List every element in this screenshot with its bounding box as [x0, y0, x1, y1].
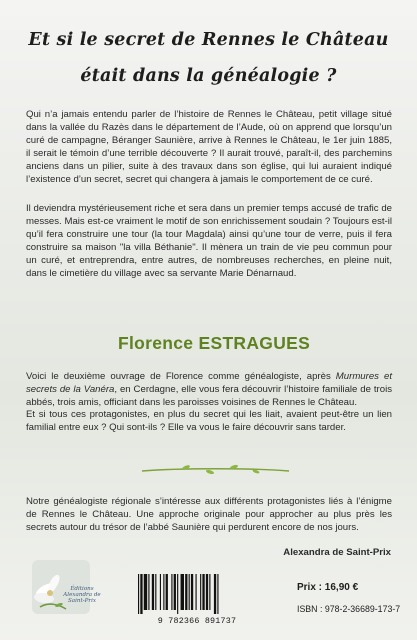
barcode-digits: 9 782366 891737	[157, 616, 237, 626]
leaf-vine-ornament-icon	[138, 463, 293, 475]
publisher-name: Éditions Alexandra de Saint-Prix	[63, 586, 101, 605]
title-line-1: Et si le secret de Rennes le Château	[28, 30, 389, 50]
review-paragraph: Notre généalogiste régionale s’intéresse aux différents protagonistes liés à l’énigme de Rennes le Château. Une approche originale pour approcher au plus près les secrets autour du trésor de l’abbé Saunière qui perdurent encore de nos jours.	[26, 496, 392, 533]
author-bio-paragraph-1	[26, 370, 392, 409]
summary-paragraph-1: Qui n’a jamais entendu parler de l’histoire de Rennes le Château, petit village situé dans la vallée du Razès dans le département de l’Aude, où on apprend que lorsqu’un curé de campagne, Béranger Saunière, arrive à Rennes le Château, le 1er juin 1885, il serait le témoin d’une terrible découverte ? Il aurait trouvé, paraît-il, des parchemins anciens dans un pilier, suite à des travaux dans son église, qui lui auraient indiqué l’existence d’un secret, secret qui changera à jamais le comportement de ce curé.	[26, 109, 392, 185]
title-line-2: était dans la généalogie ?	[80, 66, 337, 86]
isbn-label: ISBN : 978-2-36689-173-7	[297, 604, 401, 614]
author-name: Florence ESTRAGUES	[118, 333, 311, 353]
author-bio-intro: Voici le deuxième ouvrage de Florence comme généalogiste, après	[26, 371, 336, 382]
barcode-bars-icon	[134, 574, 260, 614]
review-signature: Alexandra de Saint-Prix	[283, 547, 391, 558]
author-bio-book-title: Murmures et secrets de la Vanéra	[26, 371, 393, 395]
isbn-barcode	[134, 574, 260, 626]
summary-paragraph-2: Il deviendra mystérieusement riche et sera dans un premier temps accusé de trafic de messes. Mais est-ce vraiment le motif de son enrichissement soudain ? Toujours est-il qu’il fera construire une tour (la tour Magdala) ainsi qu’une tour de verre, puis il fera construire sa maison "la villa Béthanie". Il mènera un train de vie peu commun pour un curé, et entreprendra, entre autres, de nombreuses recherches, en pleine nuit, dans le cimetière du village avec sa servante Marie Dénarnaud.	[26, 203, 392, 279]
price-label: Prix : 16,90 €	[297, 582, 359, 593]
author-bio-rest: , en Cerdagne, elle vous fera découvrir l’histoire familiale de trois abbés, trois amis, officiant dans les paroisses voisines de Rennes le Château.	[26, 384, 393, 408]
author-bio-paragraph-2: Et si tous ces protagonistes, en plus du secret qui les liait, avaient peut-être un lien familial entre eux ? Qui sont-ils ? Elle va vous le faire découvrir sans tarder.	[26, 409, 392, 433]
